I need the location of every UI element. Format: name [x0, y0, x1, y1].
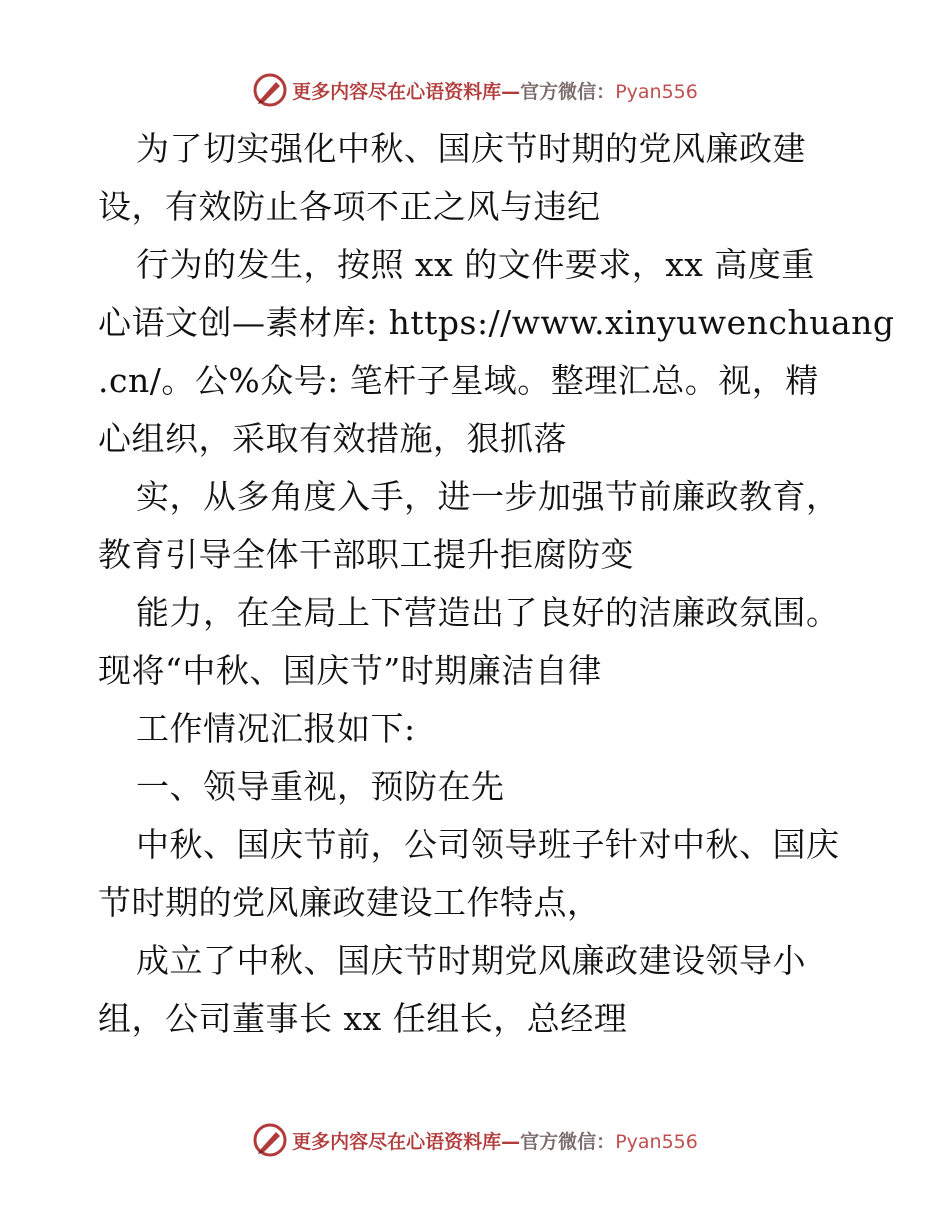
footer-wechat-id: Pyan556	[615, 1130, 698, 1153]
text-line: 能力，在全局上下营造出了良好的洁廉政氛围。	[136, 593, 840, 632]
header-site-text: 更多内容尽在心语资料库	[292, 80, 502, 103]
footer-banner	[0, 1120, 950, 1160]
text-line: 心语文创—素材库: https://www.xinyuwenchuang	[98, 303, 895, 342]
text-line: 组，公司董事长 xx 任组长，总经理	[98, 999, 628, 1038]
header-dash: —	[501, 80, 521, 103]
footer-banner-text	[292, 1127, 698, 1154]
footer-official-label: 官方微信：	[520, 1130, 616, 1153]
text-line: 行为的发生，按照 xx 的文件要求，xx 高度重	[136, 245, 815, 284]
section-heading: 一、领导重视，预防在先	[136, 767, 505, 806]
text-line: 成立了中秋、国庆节时期党风廉政建设领导小	[136, 941, 806, 980]
text-line: 实，从多角度入手，进一步加强节前廉政教育，	[136, 477, 840, 516]
text-line: 设，有效防止各项不正之风与违纪	[98, 187, 601, 226]
header-banner-text	[292, 77, 698, 104]
text-line: 教育引导全体干部职工提升拒腐防变	[98, 535, 634, 574]
text-line: 工作情况汇报如下:	[136, 709, 416, 748]
footer-site-text: 更多内容尽在心语资料库	[292, 1130, 502, 1153]
header-official-label: 官方微信：	[520, 80, 616, 103]
pen-logo-icon	[252, 1122, 288, 1158]
text-line: 心组织，采取有效措施，狠抓落	[98, 419, 567, 458]
text-line: 为了切实强化中秋、国庆节时期的党风廉政建	[136, 129, 806, 168]
text-line: 现将“中秋、国庆节”时期廉洁自律	[98, 651, 602, 690]
footer-dash: —	[501, 1130, 521, 1153]
text-line: 中秋、国庆节前，公司领导班子针对中秋、国庆	[136, 825, 840, 864]
text-line: 节时期的党风廉政建设工作特点，	[98, 883, 601, 922]
header-banner	[0, 70, 950, 110]
pen-logo-icon	[252, 72, 288, 108]
text-line: .cn/。公%众号: 笔杆子星域。整理汇总。视，精	[98, 361, 819, 400]
document-body	[98, 120, 895, 1048]
header-wechat-id: Pyan556	[615, 80, 698, 103]
